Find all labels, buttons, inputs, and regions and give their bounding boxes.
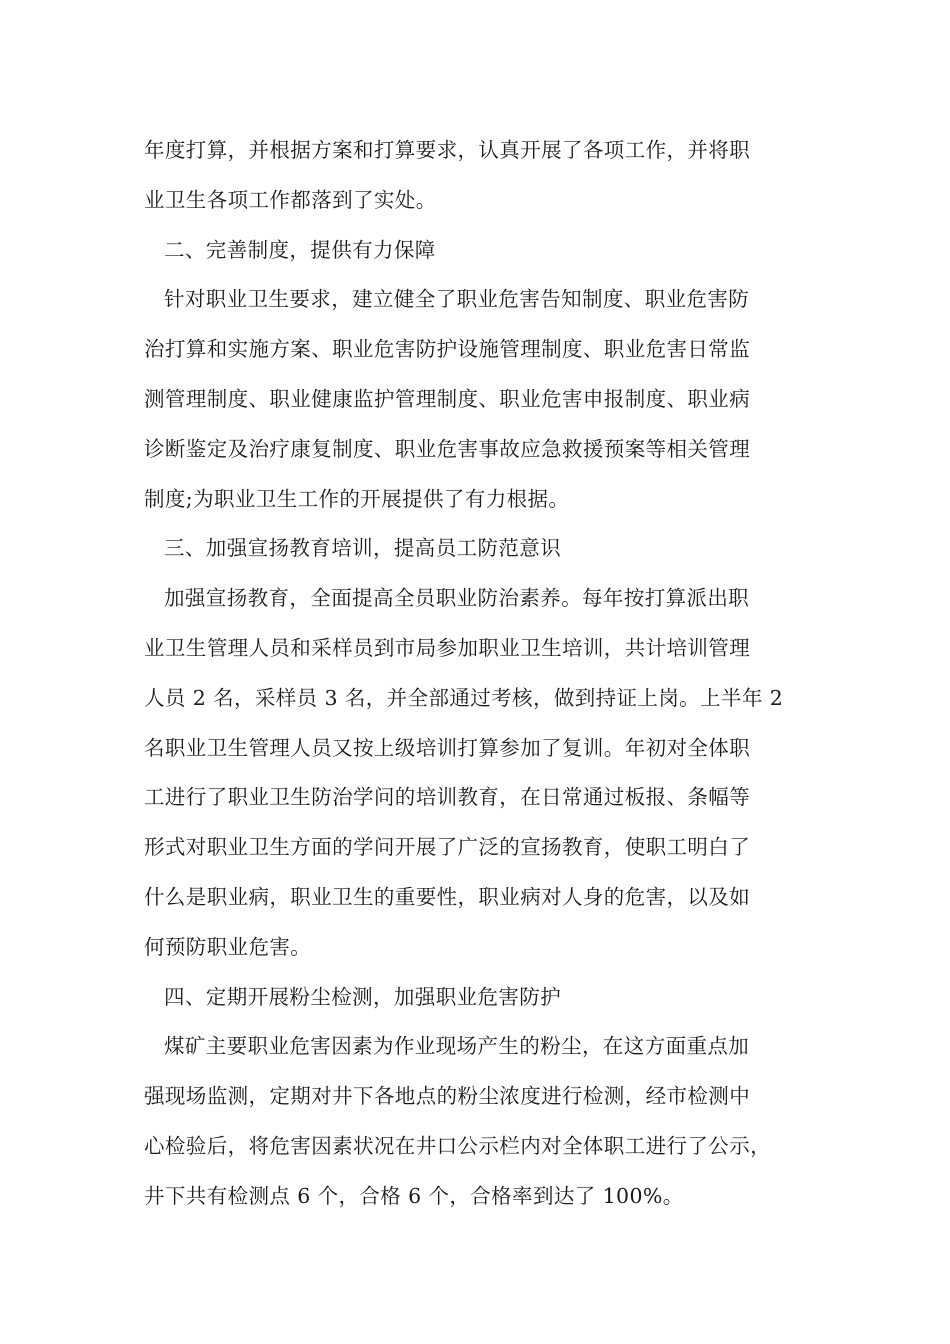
text-line: 心检验后，将危害因素状况在井口公示栏内对全体职工进行了公示， xyxy=(144,1133,771,1158)
text-line: 年度打算，并根据方案和打算要求，认真开展了各项工作，并将职 xyxy=(144,138,751,162)
paragraph-first-line: 加强宣扬教育，全面提高全员职业防治素养。每年按打算派出职 xyxy=(164,586,750,611)
text-line: 名职业卫生管理人员又按上级培训打算参加了复训。年初对全体职 xyxy=(144,735,751,760)
text-line: 什么是职业病，职业卫生的重要性，职业病对人身的危害，以及如 xyxy=(144,884,751,909)
text-line: 测管理制度、职业健康监护管理制度、职业危害申报制度、职业病 xyxy=(144,386,751,411)
section-heading: 二、完善制度，提供有力保障 xyxy=(164,237,436,262)
section-heading: 三、加强宣扬教育培训，提高员工防范意识 xyxy=(164,536,562,561)
document-body xyxy=(144,126,816,1222)
text-line: 治打算和实施方案、职业危害防护设施管理制度、职业危害日常监 xyxy=(144,337,751,362)
text-line: 工进行了职业卫生防治学问的培训教育，在日常通过板报、条幅等 xyxy=(144,785,751,810)
text-line: 诊断鉴定及治疗康复制度、职业危害事故应急救援预案等相关管理 xyxy=(144,436,751,461)
section-heading: 四、定期开展粉尘检测，加强职业危害防护 xyxy=(164,984,562,1009)
text-line: 人员 2 名，采样员 3 名，并全部通过考核，做到持证上岗。上半年 2 xyxy=(144,685,784,710)
text-line: 强现场监测，定期对井下各地点的粉尘浓度进行检测，经市检测中 xyxy=(144,1084,751,1109)
text-line: 制度;为职业卫生工作的开展提供了有力根据。 xyxy=(144,486,570,511)
text-line: 业卫生管理人员和采样员到市局参加职业卫生培训，共计培训管理 xyxy=(144,635,751,660)
text-line: 业卫生各项工作都落到了实处。 xyxy=(144,187,437,212)
text-line: 形式对职业卫生方面的学问开展了广泛的宣扬教育，使职工明白了 xyxy=(144,835,751,860)
text-line: 何预防职业危害。 xyxy=(144,934,312,959)
paragraph-first-line: 针对职业卫生要求，建立健全了职业危害告知制度、职业危害防 xyxy=(164,287,750,312)
text-line: 井下共有检测点 6 个，合格 6 个，合格率到达了 100%。 xyxy=(144,1183,684,1208)
paragraph-first-line: 煤矿主要职业危害因素为作业现场产生的粉尘，在这方面重点加 xyxy=(164,1034,750,1059)
